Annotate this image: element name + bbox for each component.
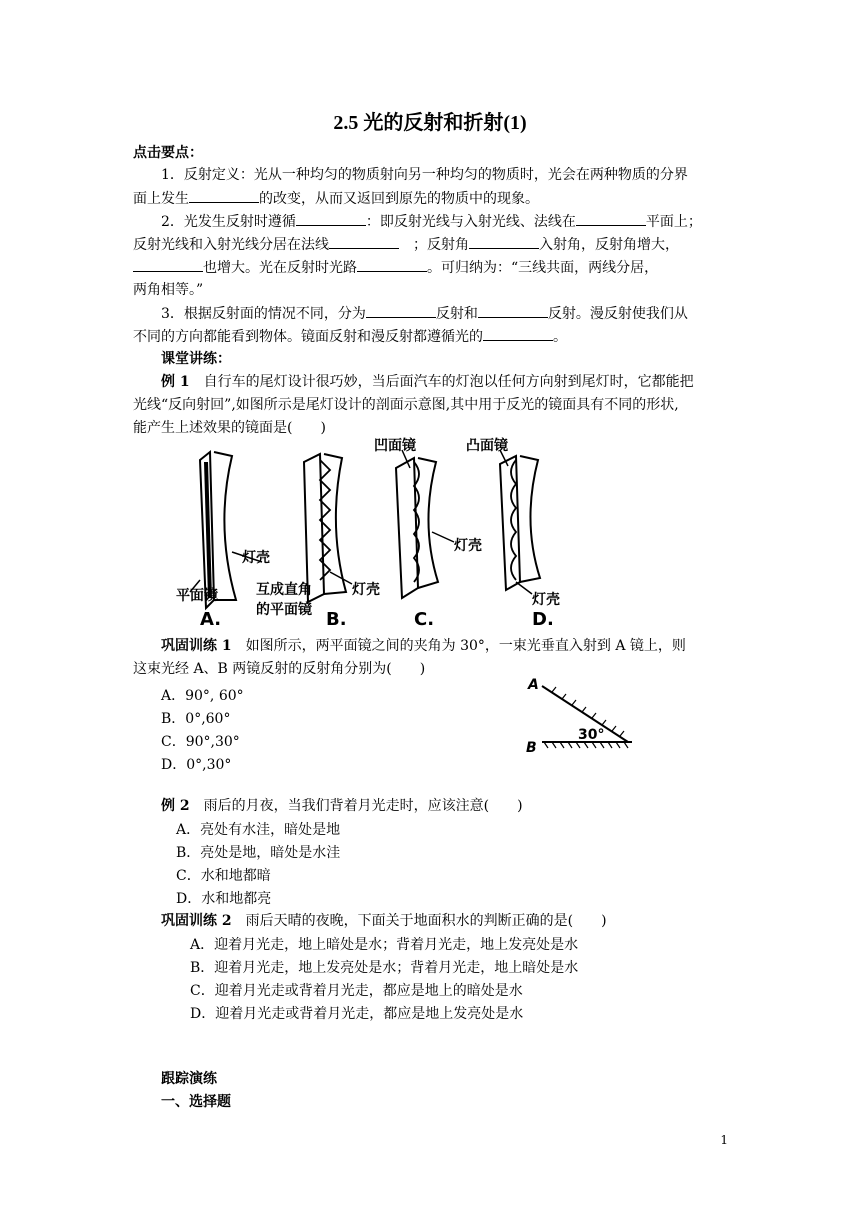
label-shell-c: 灯壳 (454, 538, 482, 554)
fill-blank (366, 303, 436, 318)
fill-blank (189, 188, 259, 203)
panel-d-shell (520, 456, 540, 582)
label-right-angle-1: 互成直角 (256, 582, 312, 598)
training-1-option-b: B．0°,60° (161, 711, 231, 727)
label-mirror-a: A (528, 677, 539, 693)
fill-blank (483, 326, 553, 341)
fill-blank (576, 211, 646, 226)
training-2-option-a: A．迎着月光走，地上暗处是水；背着月光走，地上发亮处是水 (190, 937, 579, 953)
label-shell-d: 灯壳 (532, 592, 560, 608)
point-1-line-2: 面上发生 的改变，从而又返回到原先的物质中的现象。 (133, 188, 733, 209)
label-shell-a: 灯壳 (242, 550, 270, 566)
point-2-line-3: 也增大。光在反射时光路 。可归纳为：“三线共面，两线分居， (133, 257, 733, 278)
training-1-line-2: 这束光经 A、B 两镜反射的反射角分别为( ) (133, 661, 426, 677)
example-1-line-2: 光线“反向射回”,如图所示是尾灯设计的剖面示意图,其中用于反光的镜面具有不同的形状, (133, 397, 679, 413)
point-2-line-2: 反射光线和入射光线分居在法线 ；反射角 入射角，反射角增大， (133, 234, 733, 255)
fill-blank (296, 211, 366, 226)
letter-b: B. (326, 609, 347, 628)
tail-light-figure (170, 432, 590, 628)
follow-up-heading: 跟踪演练 (161, 1071, 217, 1087)
page-number: 1 (720, 1133, 728, 1147)
training-2-option-d: D．迎着月光走或背着月光走，都应是地上发亮处是水 (190, 1006, 524, 1022)
label-mirror-b: B (526, 740, 537, 756)
label-right-angle-2: 的平面镜 (256, 602, 312, 618)
training-2-option-b: B．迎着月光走，地上发亮处是水；背着月光走，地上暗处是水 (190, 960, 579, 976)
key-points-heading: 点击要点： (133, 145, 203, 161)
panel-d-mirror (500, 456, 520, 590)
example-2-option-b: B．亮处是地，暗处是水洼 (176, 845, 341, 861)
training-1-option-d: D．0°,30° (161, 757, 232, 773)
training-1-option-a: A．90°, 60° (161, 688, 244, 704)
example-1-line-3: 能产生上述效果的镜面是( ) (133, 420, 326, 436)
point-3-line-2: 不同的方向都能看到物体。镜面反射和漫反射都遵循光的 。 (133, 326, 733, 347)
training-2-option-c: C．迎着月光走或背着月光走，都应是地上的暗处是水 (190, 983, 523, 999)
letter-d: D. (532, 609, 554, 628)
panel-c-mirror (396, 458, 418, 598)
panel-a-shell (214, 452, 236, 600)
page-title: 2.5 光的反射和折射(1) (333, 112, 527, 134)
class-heading: 课堂讲练： (161, 351, 231, 367)
two-mirrors-figure (520, 672, 640, 758)
letter-a: A. (200, 609, 222, 628)
label-shell-b: 灯壳 (352, 582, 380, 598)
angle-label: 30° (578, 727, 605, 743)
training-1-line-1: 巩固训练 1 如图所示，两平面镜之间的夹角为 30°，一束光垂直入射到 A 镜上，则 (161, 638, 686, 654)
training-1-option-c: C．90°,30° (161, 734, 240, 750)
fill-blank (469, 234, 539, 249)
fill-blank (357, 257, 427, 272)
fill-blank (133, 257, 203, 272)
letter-c: C. (414, 609, 435, 628)
example-1-line-1: 例 1 自行车的尾灯设计很巧妙，当后面汽车的灯泡以任何方向射到尾灯时，它都能把 (161, 374, 694, 390)
point-3-line-1: 3．根据反射面的情况不同，分为 反射和 反射。漫反射使我们从 (161, 303, 761, 324)
point-1-line-1: 1．反射定义：光从一种均匀的物质射向另一种均匀的物质时，光会在两种物质的分界 (161, 167, 688, 183)
panel-c-shell (418, 458, 438, 588)
example-2-line: 例 2 雨后的月夜，当我们背着月光走时，应该注意( ) (161, 798, 523, 814)
label-concave-mirror: 凹面镜 (374, 438, 416, 454)
example-2-option-c: C．水和地都暗 (176, 868, 271, 884)
training-2-line: 巩固训练 2 雨后天晴的夜晚，下面关于地面积水的判断正确的是( ) (161, 913, 607, 929)
section-choice-heading: 一、选择题 (161, 1094, 231, 1110)
example-2-option-a: A．亮处有水洼，暗处是地 (176, 822, 341, 838)
fill-blank (329, 234, 399, 249)
point-2-line-1: 2．光发生反射时遵循 ：即反射光线与入射光线、法线在 平面上； (161, 211, 761, 232)
label-convex-mirror: 凸面镜 (466, 438, 508, 454)
point-2-line-4: 两角相等。” (133, 282, 204, 298)
label-plane-mirror: 平面镜 (176, 588, 218, 604)
example-2-option-d: D．水和地都亮 (176, 891, 272, 907)
fill-blank (478, 303, 548, 318)
